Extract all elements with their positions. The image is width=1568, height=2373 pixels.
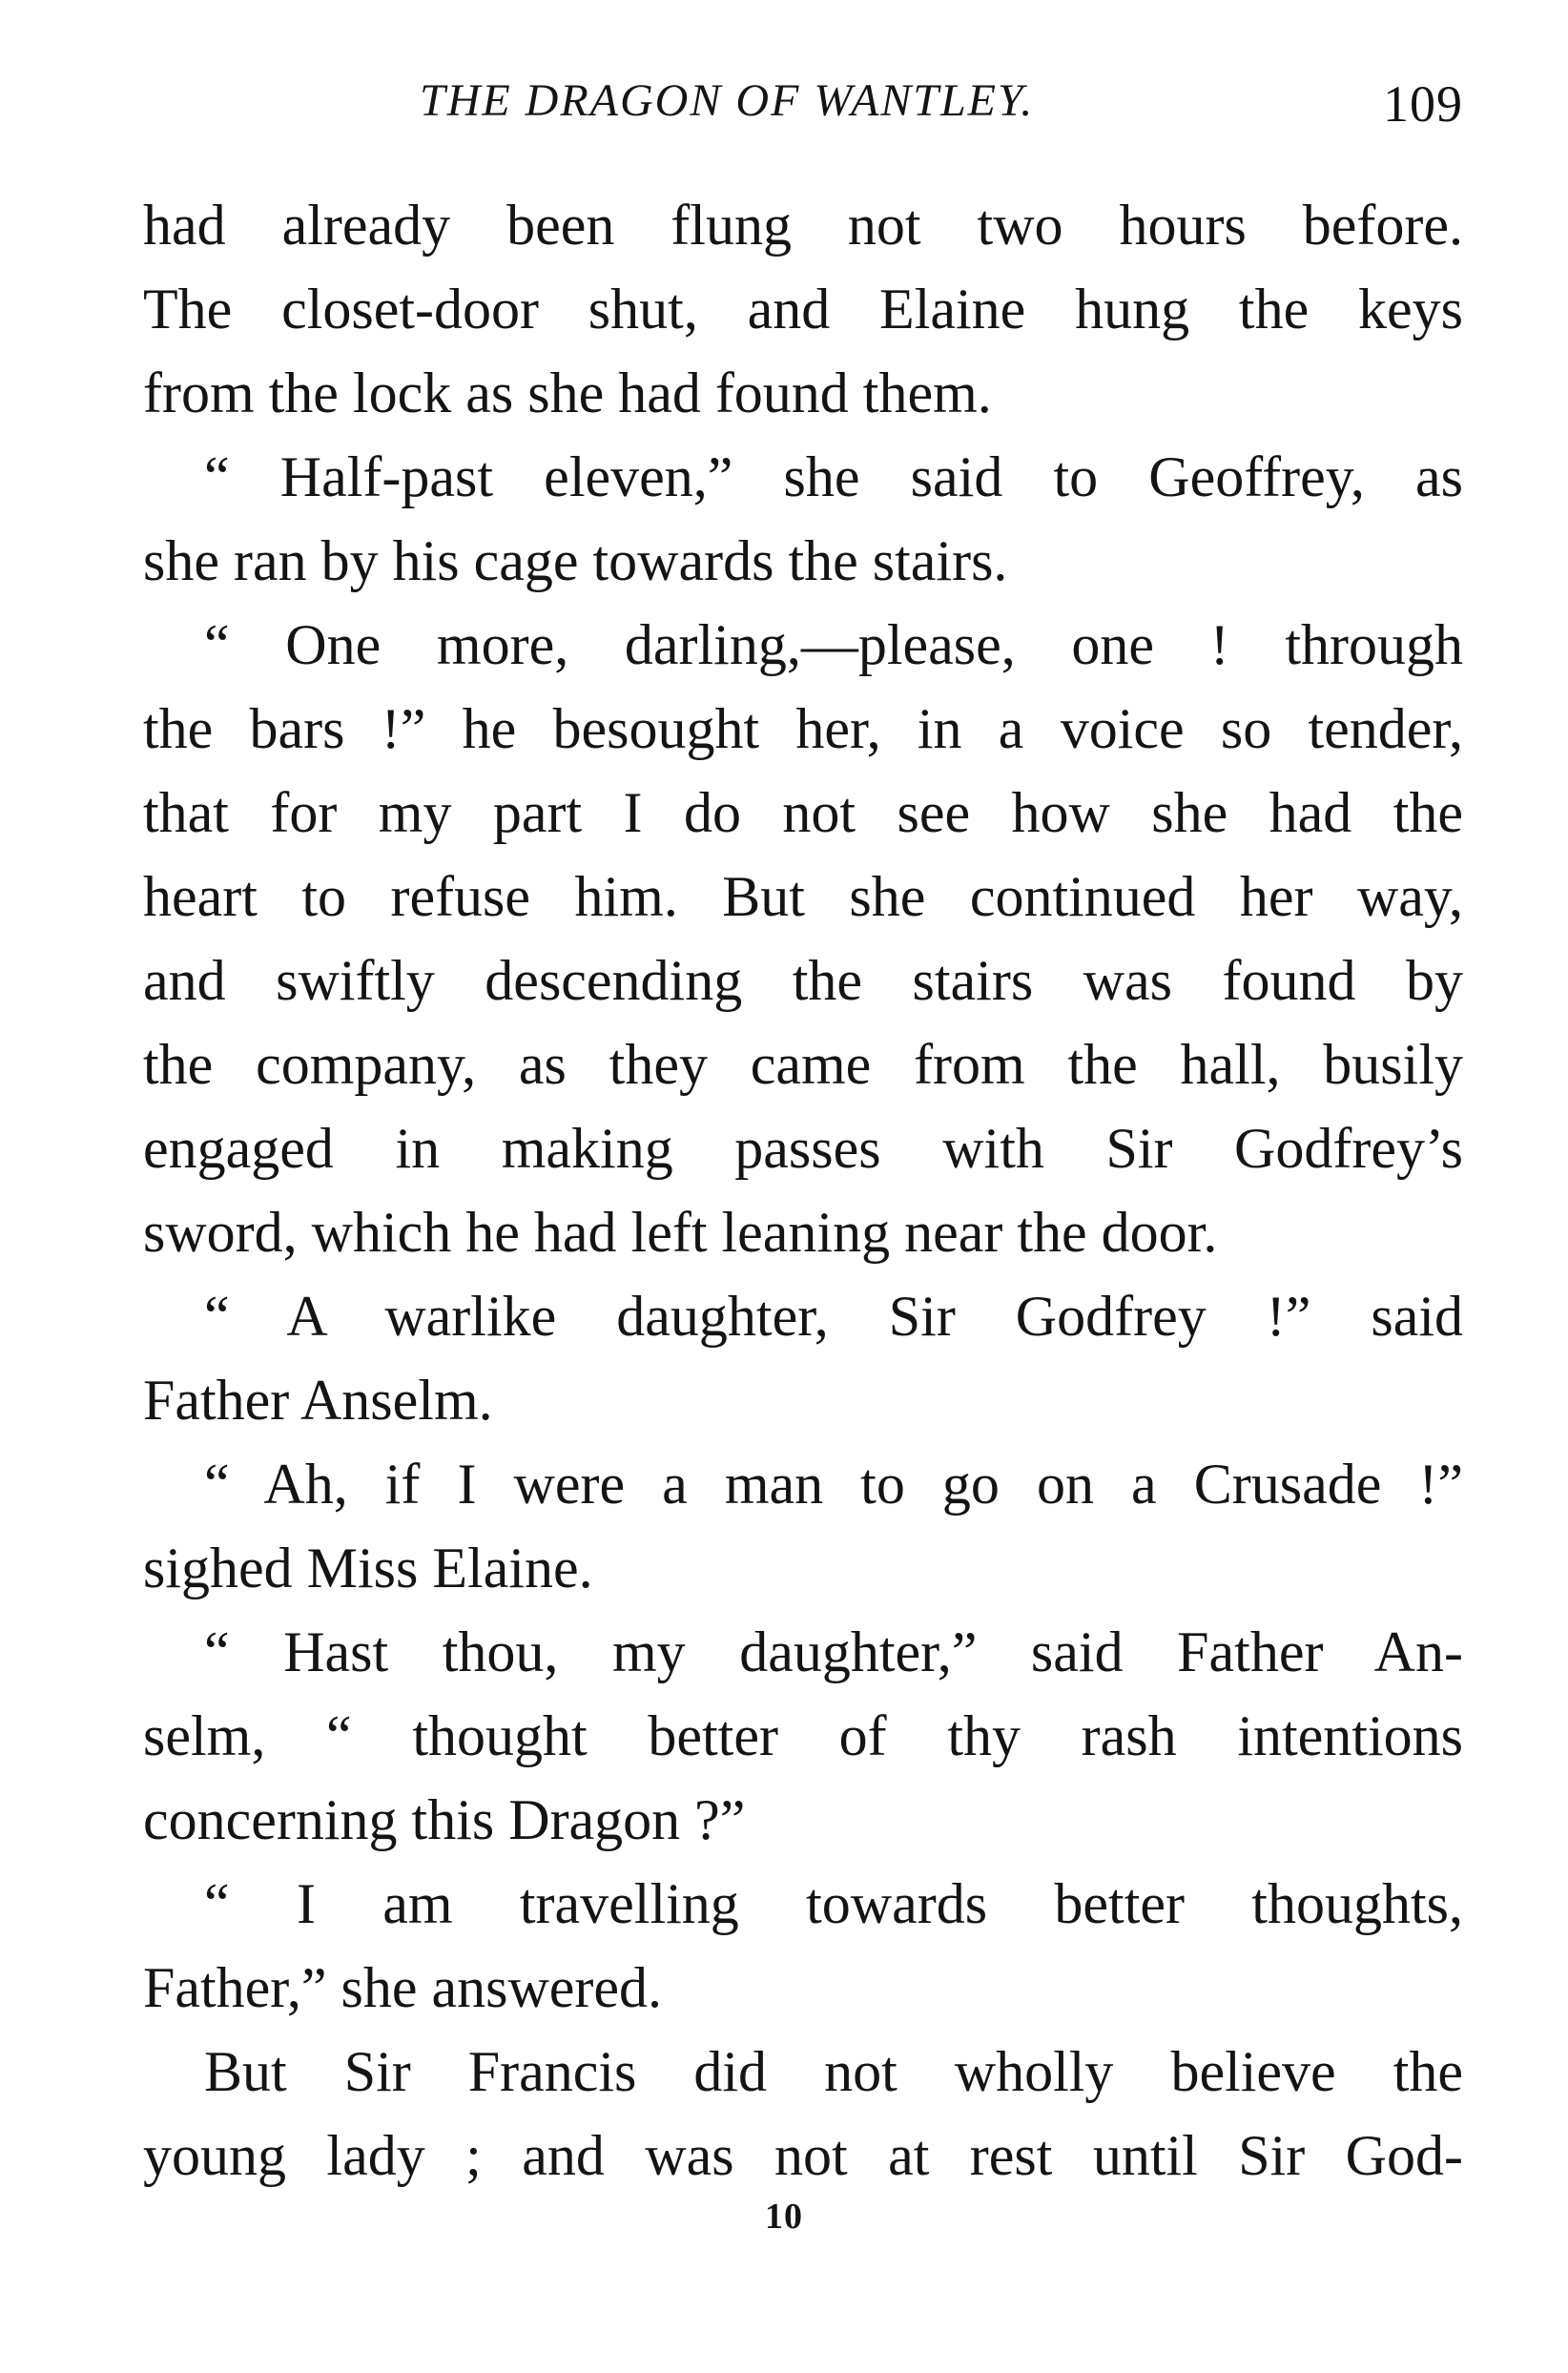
text-line: Father,” she answered. <box>143 1956 663 2019</box>
text-line: engaged in making passes with Sir Godfrey’s <box>143 1117 1463 1180</box>
text-line: the company, as they came from the hall, busily <box>143 1033 1463 1096</box>
text-line: “ One more, darling,—please, one ! through <box>204 613 1463 676</box>
signature-mark: 10 <box>765 2197 803 2237</box>
text-line: the bars !” he besought her, in a voice so tender, <box>143 697 1463 760</box>
running-title: THE DRAGON OF WANTLEY. <box>420 75 1035 126</box>
body-text <box>143 183 1463 2198</box>
text-line: The closet-door shut, and Elaine hung the keys <box>143 278 1463 340</box>
text-line: that for my part I do not see how she had the <box>143 781 1463 844</box>
text-line: Father Anselm. <box>143 1369 493 1432</box>
text-line: selm, “ thought better of thy rash intentions <box>143 1704 1463 1767</box>
text-line: “ Hast thou, my daughter,” said Father An- <box>204 1620 1463 1683</box>
page-number: 109 <box>1383 75 1463 133</box>
text-line: had already been flung not two hours before. <box>143 194 1463 257</box>
text-line: “ Ah, if I were a man to go on a Crusade !” <box>204 1453 1463 1516</box>
text-line: “ Half-past eleven,” she said to Geoffrey, as <box>204 445 1463 508</box>
text-line: “ I am travelling towards better thoughts, <box>204 1872 1463 1935</box>
text-line: sighed Miss Elaine. <box>143 1537 593 1599</box>
text-line: she ran by his cage towards the stairs. <box>143 529 1008 592</box>
text-line: “ A warlike daughter, Sir Godfrey !” said <box>204 1285 1463 1348</box>
text-line: young lady ; and was not at rest until Sir God- <box>143 2124 1463 2187</box>
text-line: concerning this Dragon ?” <box>143 1788 746 1851</box>
text-line: But Sir Francis did not wholly believe the <box>204 2040 1463 2103</box>
text-line: and swiftly descending the stairs was found by <box>143 949 1463 1012</box>
text-line: from the lock as she had found them. <box>143 361 992 424</box>
text-line: sword, which he had left leaning near the door. <box>143 1201 1218 1264</box>
text-line: heart to refuse him. But she continued her way, <box>143 865 1463 928</box>
running-head <box>143 74 1463 141</box>
